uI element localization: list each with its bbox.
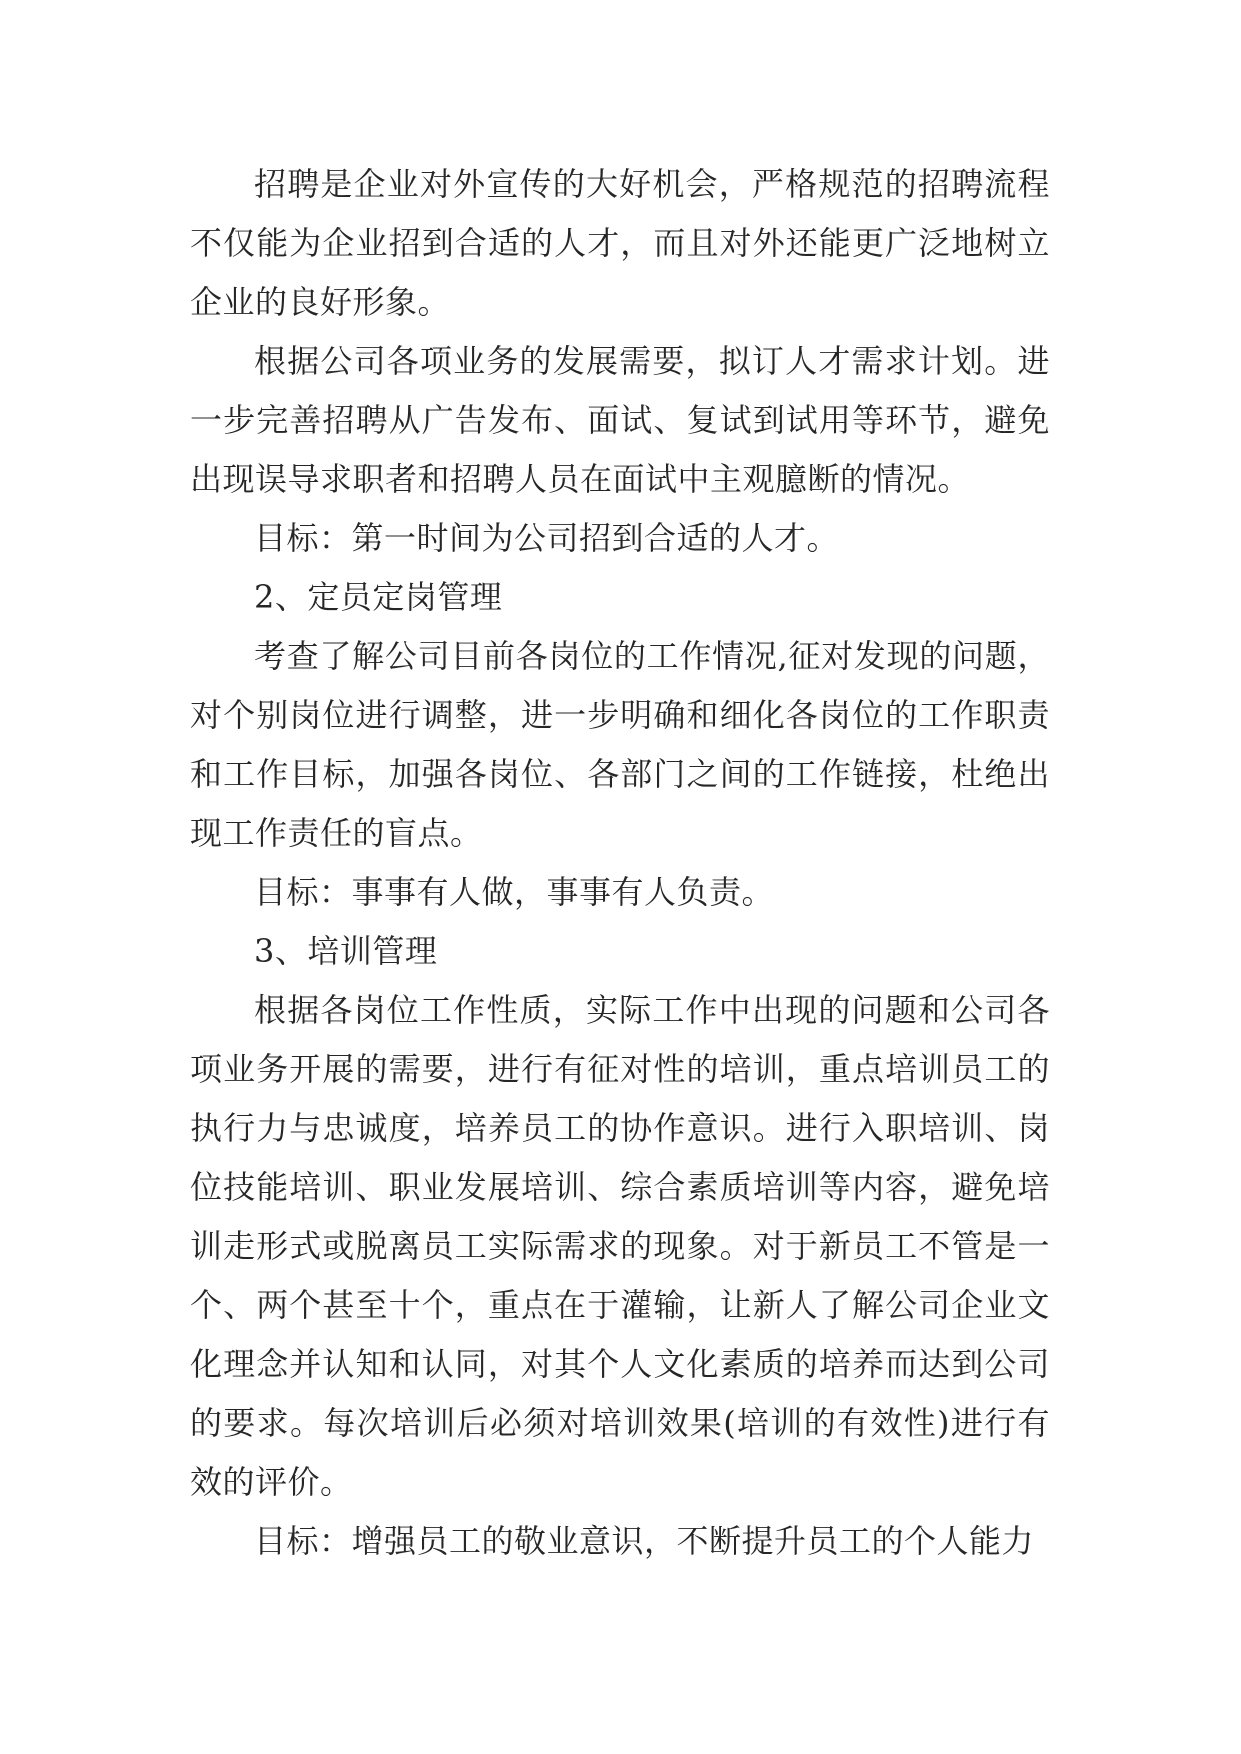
paragraph-recruitment-goal: 目标：第一时间为公司招到合适的人才。: [254, 519, 840, 557]
paragraph-training-body: 根据各岗位工作性质，实际工作中出现的问题和公司各项业务开展的需要，进行有征对性的培训，重点培训员工的执行力与忠诚度，培养员工的协作意识。进行入职培训、岗位技能培训、职业发展培训、综合素质培训等内容，避免培训走形式或脱离员工实际需求的现象。对于新员工不管是一个、两个甚至十个，重点在于灌输，让新人了解公司企业文化理念并认知和认同，对其个人文化素质的培养而达到公司的要求。每次培训后必须对培训效果(培训的有效性)进行有效的评价。: [190, 991, 1050, 1501]
section-heading-staffing: 2、定员定岗管理: [254, 578, 503, 616]
paragraph-recruitment-plan: 根据公司各项业务的发展需要，拟订人才需求计划。进一步完善招聘从广告发布、面试、复试到试用等环节，避免出现误导求职者和招聘人员在面试中主观臆断的情况。: [190, 342, 1050, 498]
paragraph-staffing-goal: 目标：事事有人做，事事有人负责。: [254, 873, 775, 911]
paragraph-recruitment-intro: 招聘是企业对外宣传的大好机会，严格规范的招聘流程不仅能为企业招到合适的人才，而且对外还能更广泛地树立企业的良好形象。: [190, 165, 1050, 321]
document-body: [190, 155, 1050, 1571]
paragraph-training-goal: 目标：增强员工的敬业意识，不断提升员工的个人能力: [254, 1522, 1035, 1560]
section-heading-training: 3、培训管理: [254, 932, 438, 970]
paragraph-staffing-body: 考查了解公司目前各岗位的工作情况,征对发现的问题，对个别岗位进行调整，进一步明确和细化各岗位的工作职责和工作目标，加强各岗位、各部门之间的工作链接，杜绝出现工作责任的盲点。: [190, 637, 1050, 852]
